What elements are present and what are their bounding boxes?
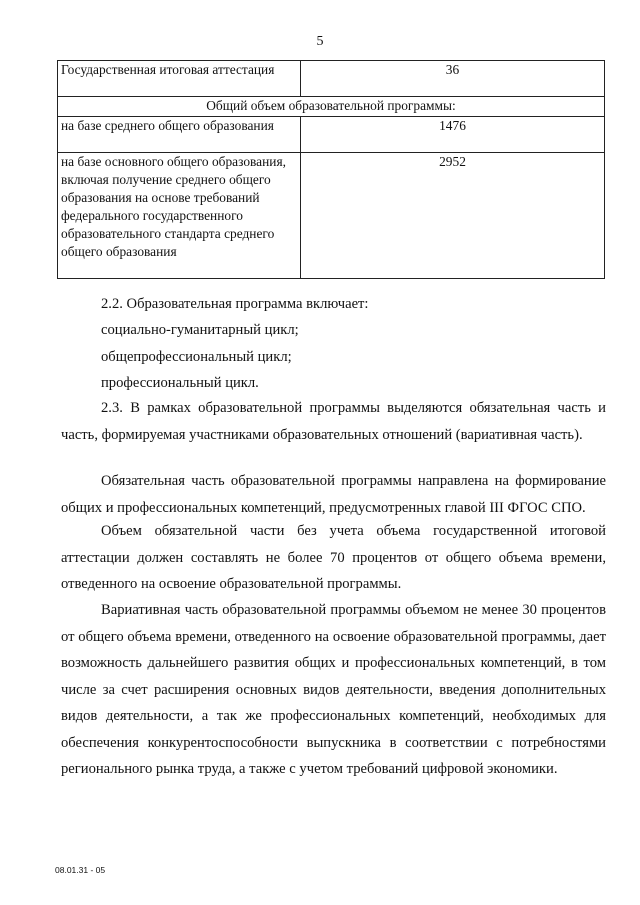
paragraph-volume: Объем обязательной части без учета объема государственной итоговой аттестации должен составлять не более 70 процентов от общего объема времени, отведенного на освоение образовательной программы. xyxy=(61,523,606,592)
footer-code: 08.01.31 - 05 xyxy=(55,865,106,875)
row-label: на базе среднего общего образования xyxy=(58,117,301,153)
mandatory-part xyxy=(61,468,606,521)
row-label: Государственная итоговая аттестация xyxy=(58,61,301,97)
volume-table xyxy=(57,60,605,279)
list-item: профессиональный цикл. xyxy=(101,375,259,391)
row-value: 1476 xyxy=(301,117,605,153)
paragraph-mandatory: Обязательная часть образовательной программы направлена на формирование общих и профессиональных компетенций, предусмотренных главой III ФГОС СПО. xyxy=(61,473,606,516)
paragraph-2-2: 2.2. Образовательная программа включает: xyxy=(101,296,369,312)
variative-part xyxy=(61,597,606,783)
table-row xyxy=(58,61,605,97)
program-cycles-list xyxy=(61,317,606,397)
section-2-3 xyxy=(61,395,606,448)
list-item: социально-гуманитарный цикл; xyxy=(101,322,299,338)
table-row xyxy=(58,117,605,153)
mandatory-volume xyxy=(61,518,606,598)
row-value: 36 xyxy=(301,61,605,97)
table-row xyxy=(58,153,605,279)
row-label: на базе основного общего образования, включая получение среднего общего образования на основе требований федерального государственного образовательного стандарта среднего общего образования xyxy=(58,153,301,279)
paragraph-2-3: 2.3. В рамках образовательной программы выделяются обязательная часть и часть, формируемая участниками образовательных отношений (вариативная часть). xyxy=(61,400,606,443)
page-number: 5 xyxy=(316,34,324,49)
list-item: общепрофессиональный цикл; xyxy=(101,348,292,365)
paragraph-variative: Вариативная часть образовательной программы объемом не менее 30 процентов от общего объема времени, отведенного на освоение образовательной программы, дает возможность дальнейшего развития общих и профессиональных компетенций, в том числе за счет расширения основных видов деятельности, введения дополнительных видов деятельности, а так же профессиональных компетенций, необходимых для обеспечения конкурентоспособности выпускника в соответствии с потребностями регионального рынка труда, а также с учетом требований цифровой экономики. xyxy=(61,602,606,777)
table-section-row xyxy=(58,97,605,117)
section-header: Общий объем образовательной программы: xyxy=(58,97,605,117)
section-2-2 xyxy=(61,291,606,318)
row-value: 2952 xyxy=(301,153,605,279)
